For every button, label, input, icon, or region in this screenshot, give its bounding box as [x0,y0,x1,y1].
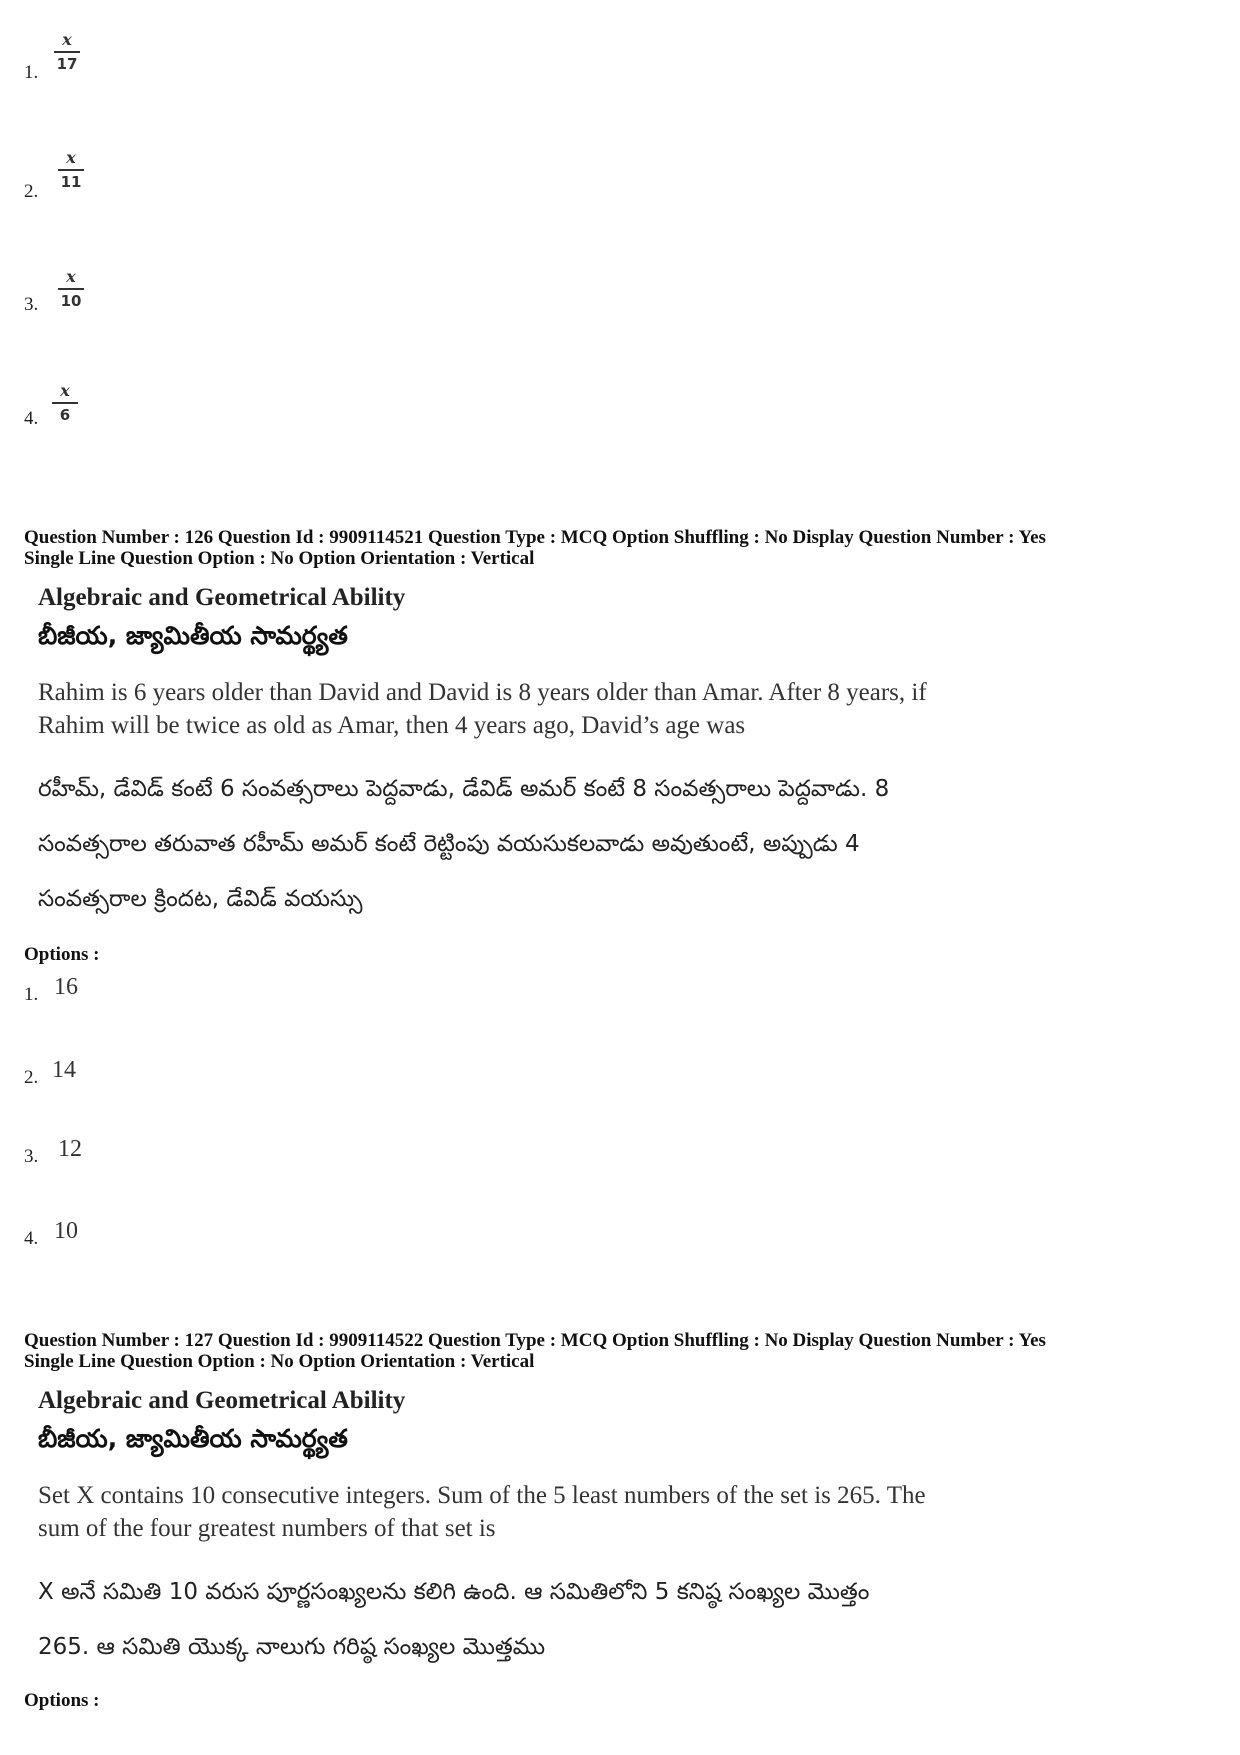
option-number: 1. [24,62,39,83]
option-number: 2. [24,181,39,202]
option-value: 12 [58,1136,82,1162]
question-text-line: sum of the four greatest numbers of that set is [38,1515,496,1542]
option-value: 14 [52,1057,76,1083]
question-text-line: X అనే సమితి 10 వరుస పూర్ణసంఖ్యలను కలిగి ఉంది. ఆ సమితిలోని 5 కనిష్ఠ సంఖ్యల మొత్తం [38,1579,870,1605]
question-meta [24,527,1046,569]
numerator: x [60,381,70,400]
fraction-bar [54,51,80,53]
question-text-line: రహీమ్, డేవిడ్ కంటే 6 సంవత్సరాలు పెద్దవాడు, డేవిడ్ అమర్ కంటే 8 సంవత్సరాలు పెద్దవాడు. 8 [38,776,890,802]
denominator: 6 [59,405,71,424]
fraction [54,30,80,73]
denominator: 10 [60,291,82,310]
question-text-english [38,1479,1118,1545]
fraction-bar [58,169,84,171]
option-number: 1. [24,984,39,1005]
question-text-telugu [38,1565,1118,1675]
option-number: 3. [24,1146,39,1167]
question-meta-line2: Single Line Question Option : No Option Orientation : Vertical [24,548,535,569]
options-label: Options : [24,1690,100,1711]
option-value: 16 [54,974,78,1000]
denominator: 17 [56,54,78,73]
question-meta-line2: Single Line Question Option : No Option Orientation : Vertical [24,1351,535,1372]
question-text-line: Rahim will be twice as old as Amar, then 4 years ago, David’s age was [38,712,746,739]
question-text-line: 265. ఆ సమితి యొక్క నాలుగు గరిష్ఠ సంఖ్యల మొత్తము [38,1634,546,1660]
question-text-telugu [38,762,1118,927]
question-text-english [38,676,1118,742]
category-english: Algebraic and Geometrical Ability [38,1387,406,1414]
numerator: x [62,30,72,49]
category-telugu: బీజీయ, జ్యామితీయ సామర్థ్యత [38,1424,348,1453]
question-meta-line1: Question Number : 126 Question Id : 9909114521 Question Type : MCQ Option Shuffling : No Display Question Number : Yes [24,527,1046,548]
option-number: 2. [24,1067,39,1088]
fraction [58,148,84,191]
fraction-bar [58,288,84,290]
fraction [58,267,84,310]
question-meta [24,1330,1046,1372]
numerator: x [66,148,76,167]
category-telugu: బీజీయ, జ్యామితీయ సామర్థ్యత [38,621,348,650]
option-number: 3. [24,294,39,315]
category-english: Algebraic and Geometrical Ability [38,584,406,611]
option-value: 10 [54,1218,78,1244]
option-number: 4. [24,1228,39,1249]
question-text-line: Set X contains 10 consecutive integers. Sum of the 5 least numbers of the set is 265. The [38,1482,926,1509]
question-text-line: సంవత్సరాల తరువాత రహీమ్ అమర్ కంటే రెట్టింపు వయసుకలవాడు అవుతుంటే, అప్పుడు 4 [38,831,860,857]
denominator: 11 [60,172,82,191]
question-text-line: సంవత్సరాల క్రిందట, డేవిడ్ వయస్సు [38,886,363,912]
fraction [52,381,78,424]
fraction-bar [52,402,78,404]
option-number: 4. [24,408,39,429]
options-label: Options : [24,944,100,965]
question-meta-line1: Question Number : 127 Question Id : 9909114522 Question Type : MCQ Option Shuffling : No Display Question Number : Yes [24,1330,1046,1351]
numerator: x [66,267,76,286]
question-text-line: Rahim is 6 years older than David and David is 8 years older than Amar. After 8 years, if [38,679,927,706]
